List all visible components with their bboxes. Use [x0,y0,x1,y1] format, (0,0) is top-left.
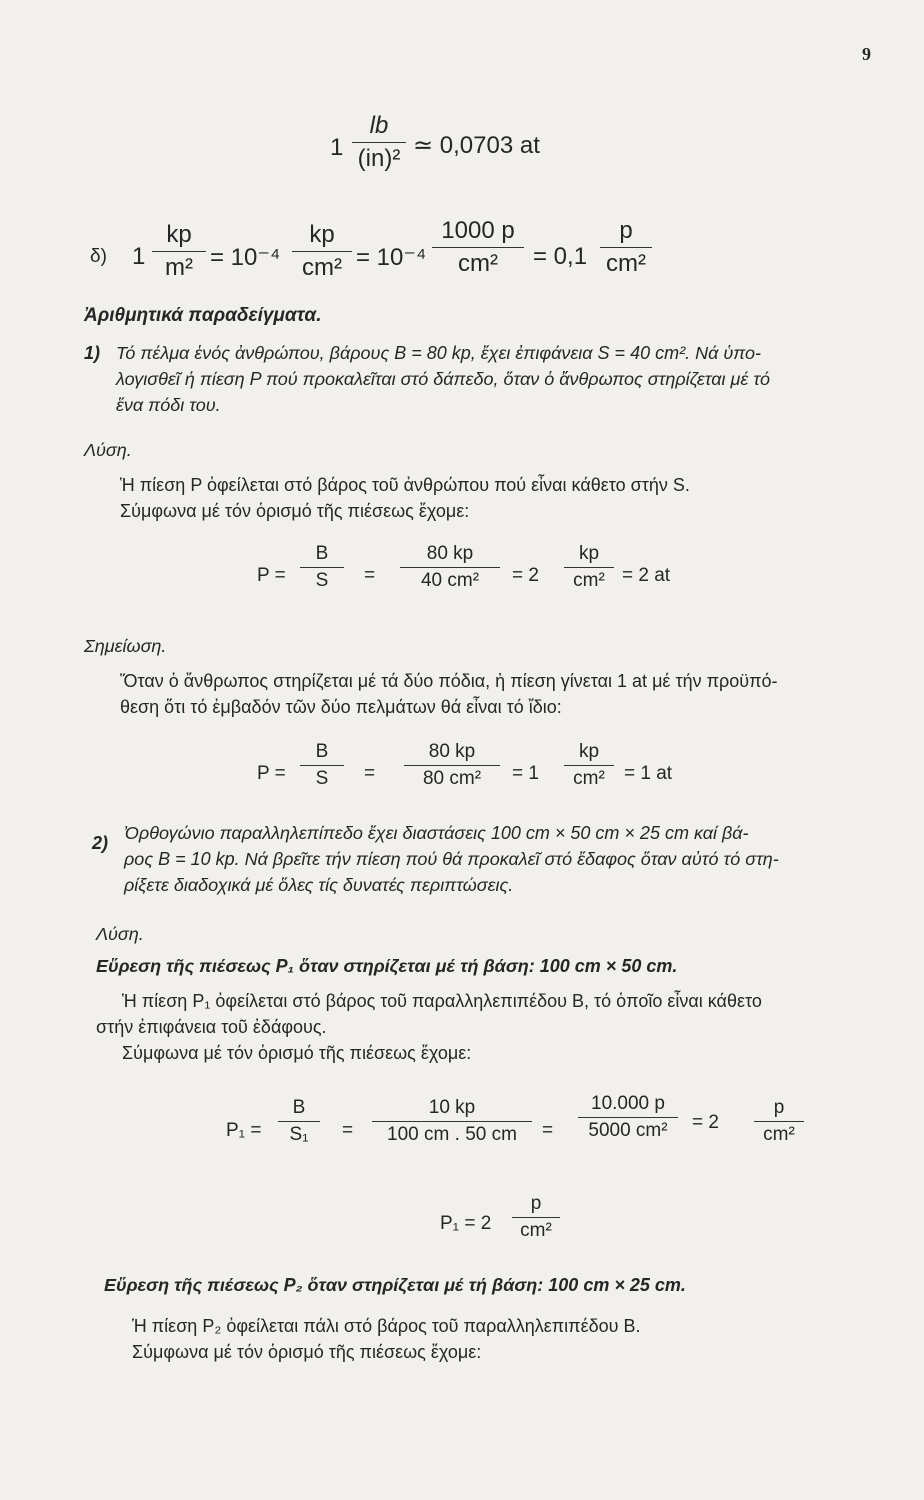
eq4-f2-num: 80 kp [404,741,500,766]
eq5-f1-den: S₁ [289,1124,309,1145]
eq4-f1-den: S [315,768,329,789]
eq4-f2-den: 80 cm² [422,768,482,789]
eq2-f1-num: kp [152,221,206,252]
example2-text [124,820,900,898]
heading-pressure-p1: Εὕρεση τῆς πιέσεως P₁ ὅταν στηρίζεται μέ τή βάση: 100 cm × 50 cm. [96,956,678,976]
eq5-lhs: P₁ = [226,1120,262,1141]
eq2-f2-den: cm² [302,254,342,281]
eq2-f1-den: m² [165,254,193,281]
eq3-eq: = [364,565,376,586]
solution1-line1: Ἡ πίεση P ὀφείλεται στό βάρος τοῦ ἀνθρώπου πού εἶναι κάθετο στήν S. [120,475,690,495]
example1-line1: Τό πέλμα ἑνός ἀνθρώπου, βάρους B = 80 kp, ἔχει ἐπιφάνεια S = 40 cm². Νά ὑπο- [116,343,762,363]
eq6-lhs: P₁ = 2 [440,1213,492,1234]
eq3-f1-num: B [300,543,344,568]
eq5-fraction1 [278,1097,320,1146]
eq2-f4-num: p [600,217,652,248]
eq2-fraction4 [600,217,652,278]
eq3-f1-den: S [315,570,329,591]
note-line1: Ὅταν ὁ ἄνθρωπος στηρίζεται μέ τά δύο πόδια, ἡ πίεση γίνεται 1 at μέ τήν προϋπό- [120,671,778,691]
solution3-text [132,1313,892,1365]
eq1-lead: 1 [330,134,344,161]
eq5-fraction3 [578,1093,678,1142]
note-label: Σημείωση. [84,636,167,656]
note-line2: θεση ὅτι τό ἐμβαδόν τῶν δύο πελμάτων θά εἶναι τό ἴδιο: [120,697,562,717]
eq4-f3-den: cm² [573,768,605,789]
solution2-line2: στήν ἐπιφάνεια τοῦ ἐδάφους. [96,1017,327,1037]
example2-number: 2) [92,833,109,853]
eq4-fraction3 [564,741,614,790]
eq3-f3-den: cm² [573,570,605,591]
eq5-f1-num: B [278,1097,320,1122]
eq4-lhs: P = [257,763,286,784]
eq2-f3-num: 1000 p [432,217,524,248]
eq5-f4-den: cm² [763,1124,795,1145]
eq3-fraction3 [564,543,614,592]
solution2-line3: Σύμφωνα μέ τόν ὁρισμό τῆς πιέσεως ἔχομε: [122,1043,472,1063]
eq3-fraction1 [300,543,344,592]
example1-number: 1) [84,343,101,363]
eq2-label: δ) [90,246,107,267]
eq5-f3-den: 5000 cm² [588,1120,668,1141]
solution2-line1: Ἡ πίεση P₁ ὀφείλεται στό βάρος τοῦ παραλληλεπιπέδου B, τό ὁποῖο εἶναι κάθετο [122,991,762,1011]
eq1-rhs: ≃ 0,0703 at [413,132,540,159]
eq3-rhs: = 2 at [622,565,671,586]
section-title: Ἀριθμητικά παραδείγματα. [84,305,322,326]
eq5-eq2: = [542,1120,554,1141]
eq5-fraction4 [754,1097,804,1146]
eq2-f2-num: kp [292,221,352,252]
solution2-text [96,988,906,1066]
heading-pressure-p2: Εὕρεση τῆς πιέσεως P₂ ὅταν στηρίζεται μέ τή βάση: 100 cm × 25 cm. [104,1275,686,1295]
eq6-fraction [512,1193,560,1242]
solution1-label: Λύση. [84,440,132,460]
eq2-term2: = 10⁻⁴ [210,244,281,271]
eq2-fraction3 [432,217,524,278]
eq2-f4-den: cm² [606,250,646,277]
eq5-eq1: = [342,1120,354,1141]
note-text [120,668,900,720]
eq2-term3: = 10⁻⁴ [356,244,427,271]
example1-line2: λογισθεῖ ἡ πίεση P πού προκαλεῖται στό δάπεδο, ὅταν ὁ ἄνθρωπος στηρίζεται μέ τό [116,369,771,389]
solution2-label: Λύση. [96,924,144,944]
eq2-term4: = 0,1 [533,243,588,270]
solution3-line2: Σύμφωνα μέ τόν ὁρισμό τῆς πιέσεως ἔχομε: [132,1342,482,1362]
solution3-line1: Ἡ πίεση P₂ ὀφείλεται πάλι στό βάρος τοῦ παραλληλεπιπέδου B. [132,1316,641,1336]
eq2-fraction1 [152,221,206,282]
page-number: 9 [862,44,871,64]
eq4-mid: = 1 [512,763,539,784]
eq1-fraction [352,112,406,173]
eq5-f2-den: 100 cm . 50 cm [387,1124,517,1145]
eq5-f4-num: p [754,1097,804,1122]
eq4-rhs: = 1 at [624,763,673,784]
eq4-fraction1 [300,741,344,790]
eq5-f3-num: 10.000 p [578,1093,678,1118]
example1-text [116,340,896,418]
eq3-mid: = 2 [512,565,539,586]
eq2-term1: 1 [132,243,146,270]
eq5-f2-num: 10 kp [372,1097,532,1122]
eq3-lhs: P = [257,565,286,586]
eq2-fraction2 [292,221,352,282]
eq4-f1-num: B [300,741,344,766]
eq3-f2-num: 80 kp [400,543,500,568]
eq3-fraction2 [400,543,500,592]
example2-line1: Ὀρθογώνιο παραλληλεπίπεδο ἔχει διαστάσεις 100 cm × 50 cm × 25 cm καί βά- [124,823,749,843]
eq5-fraction2 [372,1097,532,1146]
eq3-f3-num: kp [564,543,614,568]
solution1-text [120,472,880,524]
eq4-f3-num: kp [564,741,614,766]
eq4-fraction2 [404,741,500,790]
eq1-numerator: lb [352,112,406,143]
solution1-line2: Σύμφωνα μέ τόν ὁρισμό τῆς πιέσεως ἔχομε: [120,501,470,521]
eq1-denominator: (in)² [357,145,401,172]
example1-line3: ἕνα πόδι του. [116,395,221,415]
eq6-num: p [512,1193,560,1218]
eq2-f3-den: cm² [458,250,498,277]
eq4-eq: = [364,763,376,784]
eq6-den: cm² [520,1220,552,1241]
example2-line3: ρίξετε διαδοχικά μέ ὅλες τίς δυνατές περιπτώσεις. [124,875,514,895]
eq3-f2-den: 40 cm² [420,570,480,591]
eq5-mid: = 2 [692,1112,719,1133]
example2-line2: ρος B = 10 kp. Νά βρεῖτε τήν πίεση πού θά προκαλεῖ στό ἔδαφος ὅταν αὐτό τό στη- [124,849,779,869]
